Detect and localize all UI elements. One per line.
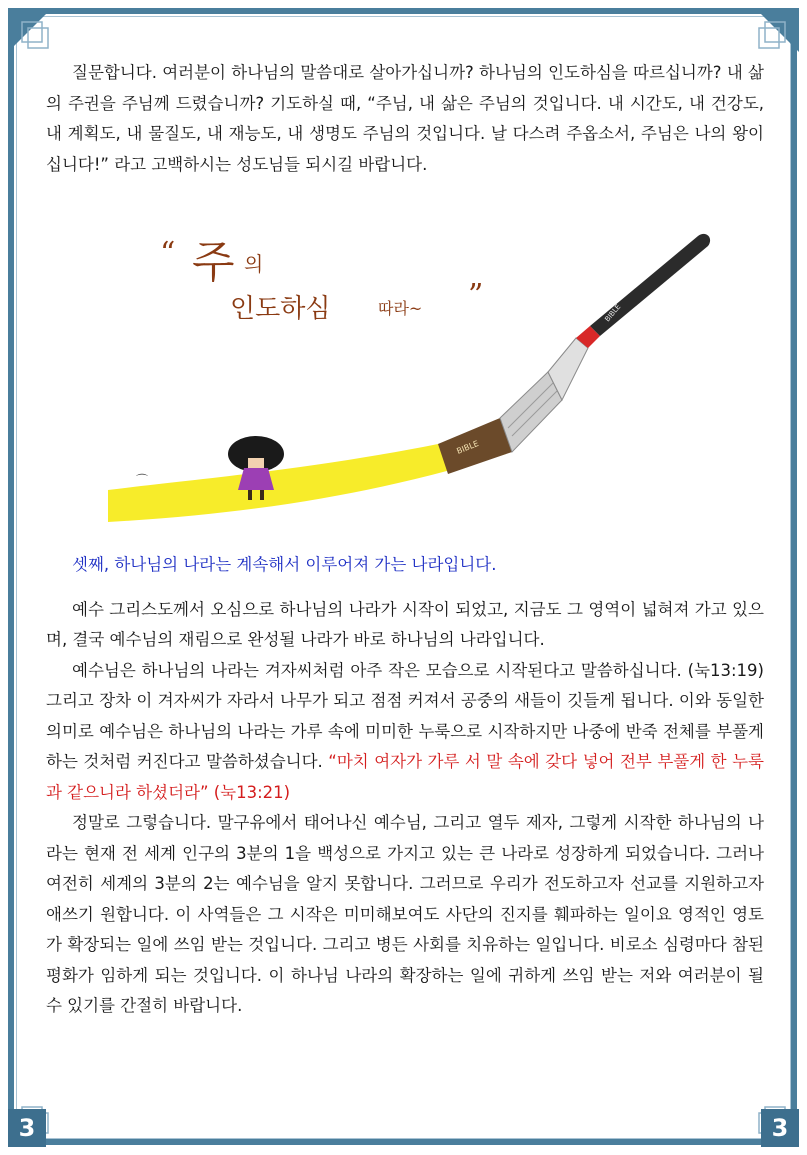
illustration-title-big: 주	[192, 237, 235, 288]
document-body	[46, 58, 764, 1022]
illustration-title-small-2: 따라~	[378, 299, 423, 318]
footprint-mark-icon: ⌒	[136, 473, 149, 487]
illustration-title-line2: 인도하심	[230, 294, 331, 324]
scripture-quote: “마치 여자가 가루 서 말 속에 갖다 넣어 전부 부풀게 한 누룩과 같으니라 하셨더라” (눅13:21)	[46, 752, 765, 802]
illustration-quote-close: ”	[468, 278, 484, 313]
intro-paragraph: 질문합니다. 여러분이 하나님의 말씀대로 살아가십니까? 하나님의 인도하심을 따르십니까? 내 삶의 주권을 주님께 드렸습니까? 기도하실 때, “주님, 내 삶은 주님의 것입니다. 내 시간도, 내 건강도, 내 계획도, 내 물질도, 내 재능도, 내 생명도 주님의 것입니다. 날 다스려 주옵소서, 주님은 나의 왕이십니다!” 라고 고백하시는 성도님들 되시길 바랍니다.	[46, 63, 764, 174]
brush-handle-label: BIBLE	[603, 302, 623, 324]
brush-bristle-label: BIBLE	[455, 438, 480, 456]
paragraph-2	[46, 656, 764, 809]
illustration-spacer	[46, 180, 764, 550]
heading-spacer	[46, 581, 764, 595]
corner-ornament-top-right	[747, 8, 799, 60]
paragraph-3: 정말로 그렇습니다. 말구유에서 태어나신 예수님, 그리고 열두 제자, 그렇게 시작한 하나님의 나라는 현재 전 세계 인구의 3분의 1을 백성으로 가지고 있는 큰 나라로 성장하게 되었습니다. 그러나 여전히 세계의 3분의 2는 예수님을 알지 못합니다. 그러므로 우리가 전도하고자 선교를 지원하고자 애쓰기 원합니다. 이 사역들은 그 시작은 미미해보여도 사단의 진지를 훼파하는 일이요 영적인 영토가 확장되는 일에 쓰임 받는 것입니다. 그리고 병든 사회를 치유하는 일입니다. 비로소 심령마다 참된 평화가 임하게 되는 것입니다. 이 하나님 나라의 확장하는 일에 귀하게 쓰임 받는 저와 여러분이 될 수 있기를 간절히 바랍니다.	[46, 813, 764, 1015]
paragraph-2-text: 예수님은 하나님의 나라는 겨자씨처럼 아주 작은 모습으로 시작된다고 말씀하십니다. (눅13:19) 그리고 장차 이 겨자씨가 자라서 나무가 되고 점점 커져서 공중의 새들이 깃들게 됩니다. 이와 동일한 의미로 예수님은 하나님의 나라는 가루 속에 미미한 누룩으로 시작하지만 나중에 반죽 전체를 부풀게 하는 것처럼 커진다고 말씀하셨습니다.	[46, 660, 764, 771]
page-number-left: 3	[8, 1109, 46, 1147]
paragraph-1: 예수 그리스도께서 오심으로 하나님의 나라가 시작이 되었고, 지금도 그 영역이 넓혀져 가고 있으며, 결국 예수님의 재림으로 완성될 나라가 바로 하나님의 나라입니다.	[46, 599, 764, 649]
section-heading: 셋째, 하나님의 나라는 계속해서 이루어져 가는 나라입니다.	[72, 555, 497, 574]
illustration-quote-open: “	[160, 236, 176, 271]
illustration-title-small-1: 의	[244, 252, 264, 276]
corner-ornament-top-left	[8, 8, 60, 60]
page-number-right: 3	[761, 1109, 799, 1147]
